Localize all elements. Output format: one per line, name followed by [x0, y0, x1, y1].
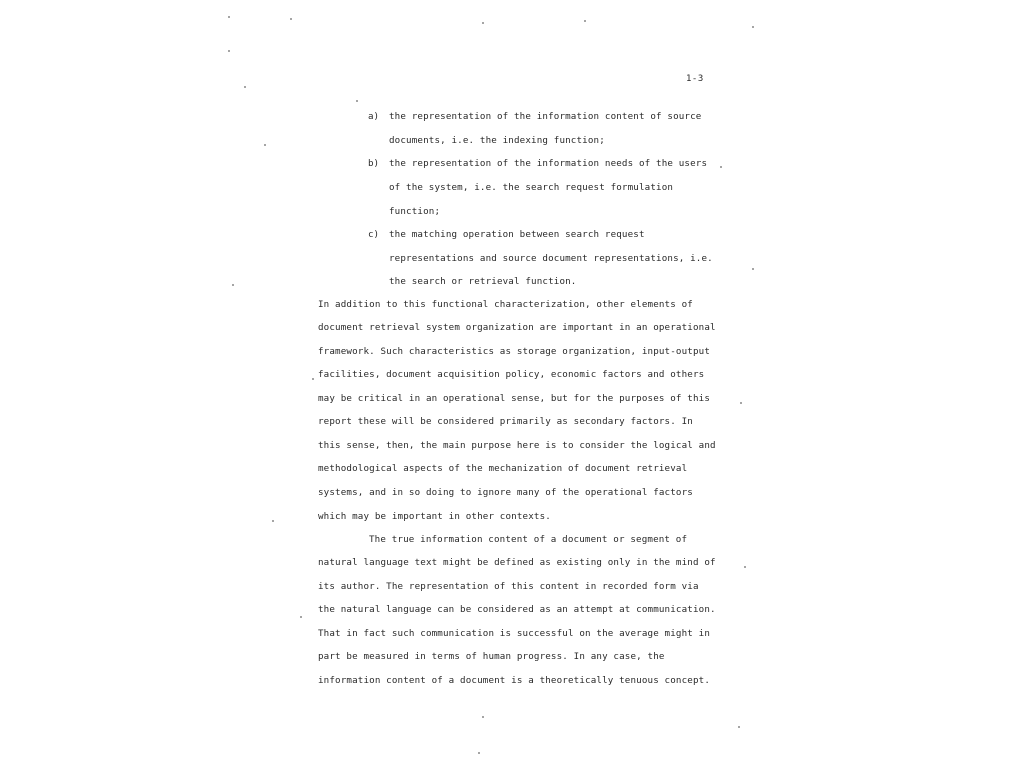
paragraph-2-line-4: the natural language can be considered as an attempt at communication. — [318, 604, 716, 615]
scan-speck — [264, 144, 266, 146]
scan-speck — [752, 26, 754, 28]
scan-speck — [290, 18, 292, 20]
scan-speck — [356, 100, 358, 102]
list-item-c-line-1: the matching operation between search request — [389, 229, 645, 240]
list-item-a-line-2: documents, i.e. the indexing function; — [389, 135, 605, 146]
paragraph-1-line-1: In addition to this functional characterization, other elements of — [318, 299, 693, 310]
paragraph-2-line-5: That in fact such communication is successful on the average might in — [318, 628, 711, 639]
paragraph-1-line-5: may be critical in an operational sense, but for the purposes of this — [318, 393, 711, 404]
paragraph-2-line-2: natural language text might be defined as existing only in the mind of — [318, 557, 716, 568]
list-label-b: b) — [368, 158, 380, 169]
paragraph-1-line-9: systems, and in so doing to ignore many of the operational factors — [318, 487, 693, 498]
paragraph-1-line-7: this sense, then, the main purpose here is to consider the logical and — [318, 440, 716, 451]
page-number: 1-3 — [686, 74, 704, 84]
scan-speck — [300, 616, 302, 618]
scan-speck — [244, 86, 246, 88]
list-item-c-line-2: representations and source document representations, i.e. — [389, 253, 713, 264]
scan-speck — [482, 22, 484, 24]
scan-speck — [228, 50, 230, 52]
paragraph-1-line-3: framework. Such characteristics as storage organization, input-output — [318, 346, 711, 357]
list-item-c-line-3: the search or retrieval function. — [389, 276, 577, 287]
paragraph-1-line-2: document retrieval system organization are important in an operational — [318, 322, 716, 333]
scan-speck — [272, 520, 274, 522]
scan-speck — [482, 716, 484, 718]
list-label-a: a) — [368, 111, 380, 122]
paragraph-2-line-3: its author. The representation of this content in recorded form via — [318, 581, 699, 592]
scan-speck — [312, 378, 314, 380]
list-item-b-line-1: the representation of the information needs of the users — [389, 158, 708, 169]
paragraph-1-line-4: facilities, document acquisition policy, economic factors and others — [318, 369, 705, 380]
scan-speck — [744, 566, 746, 568]
list-item-b-line-3: function; — [389, 206, 441, 217]
paragraph-1-line-10: which may be important in other contexts. — [318, 511, 551, 522]
paragraph-2-line-1: The true information content of a document or segment of — [369, 534, 688, 545]
list-item-a-line-1: the representation of the information content of source — [389, 111, 702, 122]
scan-speck — [740, 402, 742, 404]
paragraph-2-line-6: part be measured in terms of human progress. In any case, the — [318, 651, 665, 662]
scan-speck — [478, 752, 480, 754]
scan-speck — [720, 166, 722, 168]
paragraph-2-line-7: information content of a document is a theoretically tenuous concept. — [318, 675, 711, 686]
list-label-c: c) — [368, 229, 380, 240]
scan-speck — [232, 284, 234, 286]
paragraph-1-line-8: methodological aspects of the mechanization of document retrieval — [318, 463, 688, 474]
list-item-b-line-2: of the system, i.e. the search request formulation — [389, 182, 674, 193]
scan-speck — [738, 726, 740, 728]
scan-speck — [228, 16, 230, 18]
paragraph-1-line-6: report these will be considered primarily as secondary factors. In — [318, 416, 693, 427]
scan-speck — [584, 20, 586, 22]
scan-speck — [752, 268, 754, 270]
